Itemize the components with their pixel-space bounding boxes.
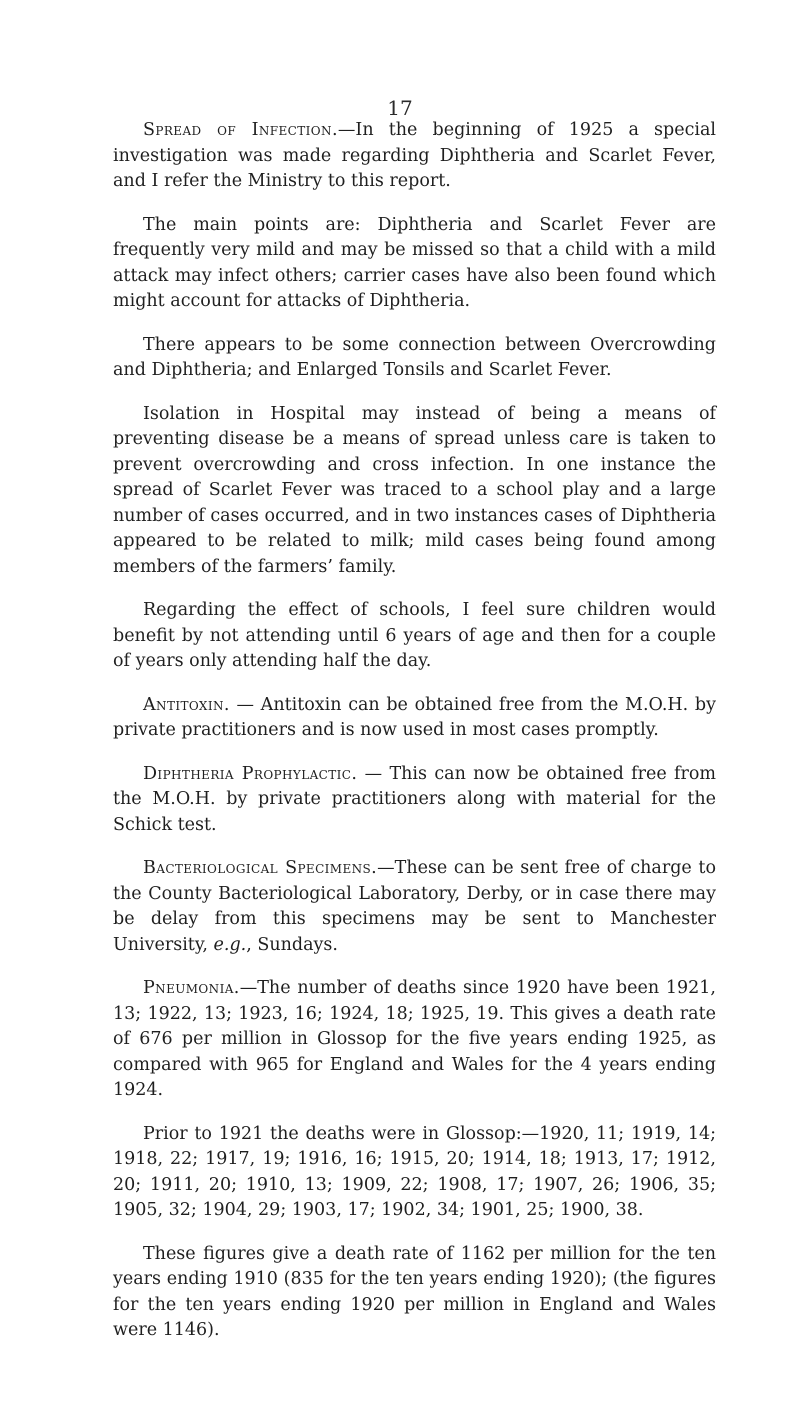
- paragraph-text: — This can now be obtained free from the M.O.H. by private practitioners along with material for the Schick test.: [113, 763, 716, 835]
- page-number: 17: [387, 96, 413, 120]
- paragraph-text-tail: , Sundays.: [246, 934, 338, 955]
- paragraph-text: —The number of deaths since 1920 have been 1921, 13; 1922, 13; 1923, 16; 1924, 18; 1925, 19. This gives a death rate of 676 per million in Glossop for the five years ending 1925, as compared with 965 for England and Wales for the 4 years ending 1924.: [113, 978, 716, 1100]
- paragraph-text: Isolation in Hospital may instead of being a means of preventing disease be a means of spread unless care is taken to prevent overcrowding and cross infection. In one instance the spread of Scarlet Fever was traced to a school play and a large number of cases occurred, and in two instances cases of Diphtheria appeared to be related to milk; mild cases being found among members of the farmers’ family.: [113, 403, 716, 577]
- paragraph-schools: [113, 598, 716, 675]
- paragraph-diphtheria-prophylactic: [113, 762, 716, 839]
- paragraph-text: Prior to 1921 the deaths were in Glossop:—1920, 11; 1919, 14; 1918, 22; 1917, 19; 1916, 16; 1915, 20; 1914, 18; 1913, 17; 1912, 20; 1911, 20; 1910, 13; 1909, 22; 1908, 17; 1907, 26; 1906, 35; 1905, 32; 1904, 29; 1903, 17; 1902, 34; 1901, 25; 1900, 38.: [113, 1123, 716, 1220]
- paragraph-main-points: [113, 213, 716, 315]
- paragraph-pneumonia: [113, 976, 716, 1104]
- paragraph-text: Regarding the effect of schools, I feel sure children would benefit by not attending until 6 years of age and then for a couple of years only attending half the day.: [113, 600, 716, 671]
- paragraph-text: There appears to be some connection between Overcrowding and Diphtheria; and Enlarged Tonsils and Scarlet Fever.: [113, 334, 716, 380]
- paragraph-spread-of-infection: [113, 118, 716, 195]
- report-body: [113, 118, 716, 1362]
- paragraph-overcrowding: [113, 333, 716, 384]
- section-heading: Bacteriological Specimens.: [143, 858, 378, 878]
- paragraph-isolation: [113, 402, 716, 581]
- section-heading: Pneumonia.: [143, 978, 240, 998]
- section-heading: Diphtheria Prophylactic.: [143, 763, 358, 784]
- paragraph-text: — Antitoxin can be obtained free from the M.O.H. by private practitioners and is now used in most cases promptly.: [113, 694, 716, 740]
- section-heading: Antitoxin.: [143, 694, 230, 715]
- paragraph-bacteriological-specimens: [113, 856, 716, 958]
- paragraph-text: The main points are: Diphtheria and Scarlet Fever are frequently very mild and may be missed so that a child with a mild attack may infect others; carrier cases have also been found which might account for attacks of Diphtheria.: [113, 214, 716, 311]
- paragraph-text: —In the beginning of 1925 a special investigation was made regarding Diphtheria and Scarlet Fever, and I refer the Ministry to this report.: [113, 120, 717, 191]
- section-heading: Spread of Infection.: [143, 120, 338, 140]
- paragraph-text: —These can be sent free of charge to the County Bacteriological Laboratory, Derby, or in case there may be delay from this specimens may be sent to Manchester University,: [113, 858, 716, 955]
- italic-abbreviation: e.g.: [213, 934, 247, 955]
- paragraph-text: These figures give a death rate of 1162 per million for the ten years ending 1910 (835 for the ten years ending 1920); (the figures for the ten years ending 1920 per million in England and Wales were 1146).: [113, 1243, 716, 1340]
- paragraph-prior-deaths: [113, 1122, 716, 1224]
- paragraph-death-rate: [113, 1242, 716, 1344]
- paragraph-antitoxin: [113, 693, 716, 744]
